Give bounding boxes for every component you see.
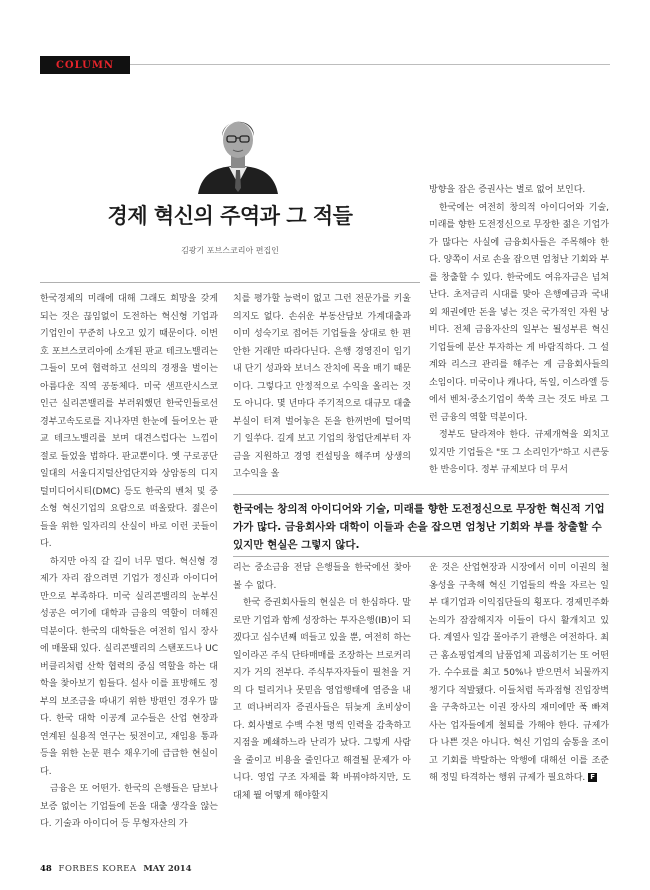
pullquote-rule-top [233,494,609,495]
paragraph: 운 것은 산업현장과 시장에서 이미 이권의 철옹성을 구축해 혁신 기업들의 싹을 자르는 일부 대기업과 이익집단들의 횡포다. 경제민주화 논의가 잠잠해지자 이들이 다시 활개치고 있다. 계열사 일감 몰아주기 관행은 여전하다. 최근 홈쇼핑업계의 납품업체 괴롭히기는 또 어떤가. 수수료를 최고 50%나 받으면서 뇌물까지 챙기다 적발됐다. 이들처럼 독과점형 진입장벽을 구축하고는 이권 장사의 재미에만 푹 빠져 사는 업자들에게 철퇴를 가해야 한다. 규제가 다 나쁜 것은 아니다. 혁신 기업의 숨통을 조이고 기회를 박탈하는 악행에 대해선 이를 조준해 정밀 타격하는 행위 규제가 필요하다. [429,563,609,783]
paragraph: 하지만 아직 갈 길이 너무 멀다. 혁신형 경제가 자리 잡으려면 기업가 정신과 아이디어만으로 부족하다. 미국 실리콘밸리의 눈부신 성공은 여기에 대학과 금융의 역할이 더해진 덕분이다. 한국의 대학들은 여전히 입시 장사에 매몰돼 있다. 실리콘밸리의 스탠포드나 UC버클리처럼 산학 협력의 중심 역할을 하는 대학을 찾아보기 힘들다. 설사 이를 표방해도 정부의 보조금을 따내기 위한 방편인 경우가 많다. 한국 대학 이공계 교수들은 산업 현장과 연계된 실용적 연구는 뒷전이고, 재임용 통과 등을 위한 논문 편수 채우기에 급급한 현실이다. [40,556,218,777]
body-column-3-bottom [429,560,609,851]
byline: 김광기 포브스코리아 편집인 [181,246,279,255]
section-rule [130,64,610,65]
paragraph: 정부도 달라져야 한다. 규제개혁을 외치고 있지만 기업들은 "또 그 소리인가"하고 시큰둥한 반응이다. 정부 규제보다 더 무서 [429,430,609,475]
paragraph: 한국경제의 미래에 대해 그래도 희망을 갖게 되는 것은 끊임없이 도전하는 혁신형 기업과 기업인이 꾸준히 나오고 있기 때문이다. 이번호 포브스코리아에 소개된 판교 테크노밸리는 그들이 모여 협력하고 선의의 경쟁을 벌이는 아름다운 직역 공동체다. 미국 샌프란시스코 인근 실리콘밸리를 부러워했던 한국인들로선 경부고속도로를 지나자면 한눈에 들어오는 판교 테크노밸리를 보며 대견스럽다는 느낌이 절로 들었을 법하다. 판교뿐이다. 옛 구로공단 일대의 서울디지털산업단지와 상암동의 디지털미디어시티(DMC) 등도 한국의 벤처 및 중소형 혁신기업의 요람으로 떠올랐다. 젊은이들을 위한 일자리의 산실이 바로 이런 곳들이다. [40,294,218,549]
paragraph: 치를 평가할 능력이 없고 그런 전문가를 키울 의지도 없다. 손쉬운 부동산담보 가계대출과 이미 성숙기로 접어든 기업들을 상대로 한 편안한 거래만 따라다닌다. 은행 경영진이 임기 내 단기 성과와 보너스 잔치에 목을 매기 때문이다. 그렇다고 안정적으로 수익을 올리는 것도 아니다. 몇 년마다 주기적으로 대규모 대출 부실이 터져 벌어놓은 돈을 한꺼번에 털어먹기 일쑤다. 길게 보고 기업의 창업단계부터 자금을 지원하고 경영 컨설팅을 해주며 상생의 고수익을 올 [233,294,411,479]
paragraph: 방향을 잡은 증권사는 별로 없어 보인다. [429,185,586,195]
paragraph: 한국 증권회사들의 현실은 더 한심하다. 말로만 기업과 함께 성장하는 투자은행(IB)이 되겠다고 십수년째 떠들고 있을 뿐, 여전히 하는 일이라곤 주식 단타매매를 조장하는 브로커리지가 거의 전부다. 주식투자자들이 필천을 거의 다 털리거나 못믿음 영업행태에 염증을 내고 떠나버리자 증권사들은 뒤늦게 초비상이다. 회사별로 수백 수천 명씩 인력을 감축하고 지점을 폐쇄하느라 난리가 났다. 그렇게 사람을 줄이고 비용을 줄인다고 해결될 문제가 아니다. 영업 구조 자체를 확 바꿔야하지만, 도대체 뭘 어떻게 해야할지 [233,598,411,801]
body-column-3-top [429,182,609,481]
body-column-1 [40,291,218,851]
body-column-2-top [233,291,411,481]
section-tag: COLUMN [40,56,130,74]
headline: 경제 혁신의 주역과 그 적들 [107,204,353,228]
page-number: 48 [40,864,52,874]
paragraph: 한국에는 여전히 창의적 아이디어와 기술, 미래를 향한 도전정신으로 무장한 젊은 기업가가 많다는 사실에 금융회사들은 주목해야 한다. 양쪽이 서로 손을 잡으면 엄청난 기회와 부를 창출할 수 있다. 한국에도 여유자금은 넘쳐난다. 초저금리 시대를 맞아 은행예금과 국내외 채권에만 돈을 넣는 것은 국가적인 자원 낭비다. 전체 금융자산의 일부는 될성부른 혁신기업들에 분산 투자하는 게 바람직하다. 그 설계와 리스크 관리를 해주는 게 금융회사들의 소임이다. 미국이나 캐나다, 독일, 이스라엘 등에서 벤처·중소기업이 쑥쑥 크는 것도 바로 그런 금융의 역할 덕분이다. [429,202,609,423]
author-portrait [196,110,280,194]
issue-date: MAY 2014 [143,864,192,874]
paragraph: 리는 중소금융 전담 은행들을 한국에선 찾아볼 수 없다. [233,563,411,591]
body-column-2-bottom [233,560,411,851]
headline-rule [40,282,420,283]
magazine-name: FORBES KOREA [58,864,137,874]
pullquote-rule-bottom [233,556,609,557]
paragraph: 금융은 또 어떤가. 한국의 은행들은 담보나 보증 없이는 기업들에 돈을 대출 생각을 않는다. 기술과 아이디어 등 무형자산의 가 [40,784,218,829]
page-footer [40,864,340,874]
end-mark: F [590,773,596,781]
pullquote: 한국에는 창의적 아이디어와 기술, 미래를 향한 도전정신으로 무장한 혁신적 기업가가 많다. 금융회사와 대학이 이들과 손을 잡으면 엄청난 기회와 부를 창출할 수 있지만 현실은 그렇지 않다. [233,503,605,551]
